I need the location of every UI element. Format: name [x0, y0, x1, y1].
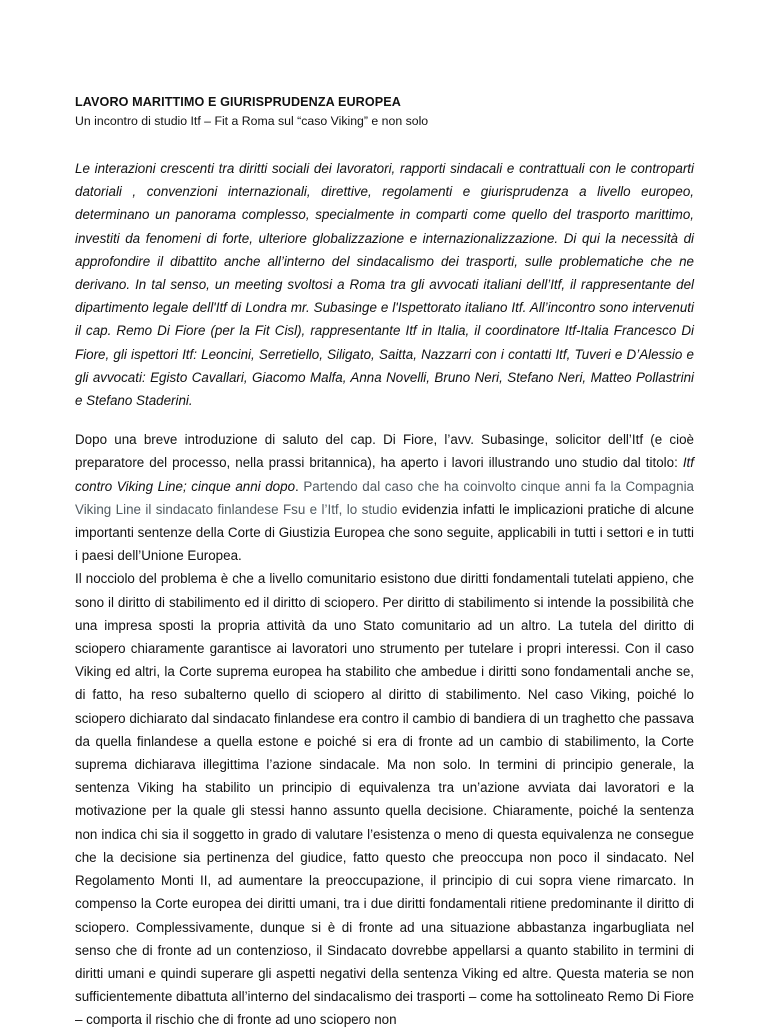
body-text [75, 428, 694, 1031]
study-title: Itf contro Viking Line; cinque anni dopo [75, 455, 694, 494]
paragraph-1-muted-text: Partendo dal caso che ha coinvolto cinque anni fa la Compagnia Viking Line il sindacato finlandese Fsu e l’Itf, lo studio [75, 478, 694, 517]
document-subtitle: Un incontro di studio Itf – Fit a Roma sul “caso Viking” e non solo [75, 114, 429, 128]
intro-paragraph: Le interazioni crescenti tra diritti sociali dei lavoratori, rapporti sindacali e contrattuali con le controparti datoriali , convenzioni internazionali, direttive, regolamenti e giurisprudenza a livello europeo, determinano un panorama complesso, specialmente in comparti come quello del trasporto marittimo, investiti da fenomeni di forte, ulteriore globalizzazione e internazionalizzazione. Di qui la necessità di approfondire il dibattito anche all’interno del sindacalismo dei trasporti, sulle problematiche che ne derivano. In tal senso, un meeting svoltosi a Roma tra gli avvocati italiani dell’Itf, il rappresentante del dipartimento legale dell'Itf di Londra mr. Subasinge e l'Ispettorato italiano Itf. All’incontro sono intervenuti il cap. Remo Di Fiore (per la Fit Cisl), rappresentante Itf in Italia, il coordinatore Itf-Italia Francesco Di Fiore, gli ispettori Itf: Leoncini, Serretiello, Siligato, Saitta, Nazzarri con i contatti Itf, Tuveri e D’Alessio e gli avvocati: Egisto Cavallari, Giacomo Malfa, Anna Novelli, Bruno Neri, Stefano Neri, Matteo Pollastrini e Stefano Staderini. [75, 161, 694, 409]
paragraph-1 [75, 428, 694, 567]
paragraph-2: Il nocciolo del problema è che a livello comunitario esistono due diritti fondamentali tutelati appieno, che sono il diritto di stabilimento ed il diritto di sciopero. Per diritto di stabilimento si intende la possibilità che una impresa sposti la propria attività da uno Stato comunitario ad un altro. La tutela del diritto di sciopero chiaramente garantisce ai lavoratori uno strumento per tutelare i propri interessi. Con il caso Viking ed altri, la Corte suprema europea ha stabilito che ambedue i diritti sono fondamentali anche se, di fatto, ha reso subalterno quello di sciopero al diritto di stabilimento. Nel caso Viking, poiché lo sciopero dichiarato dal sindacato finlandese era contro il cambio di bandiera di un traghetto che passava da quella finlandese a quella estone e poiché si era di fronte ad un cambio di stabilimento, la Corte suprema dichiarava illegittima l’azione sindacale. Ma non solo. In termini di principio generale, la sentenza Viking ha stabilito un principio di equivalenza tra un’azione avviata dai lavoratori e la motivazione per la quale gli stessi hanno assunto quella decisione. Chiaramente, poiché la sentenza non indica chi sia il soggetto in grado di valutare l’esistenza o meno di questa equivalenza ne consegue che la decisione sia pertinenza del giudice, fatto questo che preoccupa non poco il sindacato. Nel Regolamento Monti II, ad aumentare la preoccupazione, il principio di cui sopra viene rimarcato. In compenso la Corte europea dei diritti umani, tra i due diritti fondamentali ritiene predominante il diritto di sciopero. Complessivamente, dunque si è di fronte ad una situazione abbastanza ingarbugliata nel senso che di fronte ad un contenzioso, il Sindacato dovrebbe appellarsi a quanto stabilito in termini di diritti umani e quindi superare gli aspetti negativi della sentenza Viking ed altre. Questa materia se non sufficientemente dibattuta all’interno del sindacalismo dei trasporti – come ha sottolineato Remo Di Fiore – comporta il rischio che di fronte ad uno sciopero non [75, 571, 694, 1028]
document-title: LAVORO MARITTIMO E GIURISPRUDENZA EUROPEA [75, 95, 401, 109]
paragraph-1-text-c: evidenzia infatti le implicazioni pratiche di alcune importanti sentenze della Corte di Giustizia Europea che sono seguite, applicabili in tutti i settori e in tutti i paesi dell’Unione Europea. [75, 501, 694, 564]
paragraph-1-text-a: Dopo una breve introduzione di saluto del cap. Di Fiore, l’avv. Subasinge, solicitor dell’Itf (e cioè preparatore del processo, nella prassi britannica), ha aperto i lavori illustrando uno studio dal titolo: [75, 432, 694, 471]
paragraph-1-text-b: . [295, 478, 304, 494]
document-page [75, 94, 694, 1032]
